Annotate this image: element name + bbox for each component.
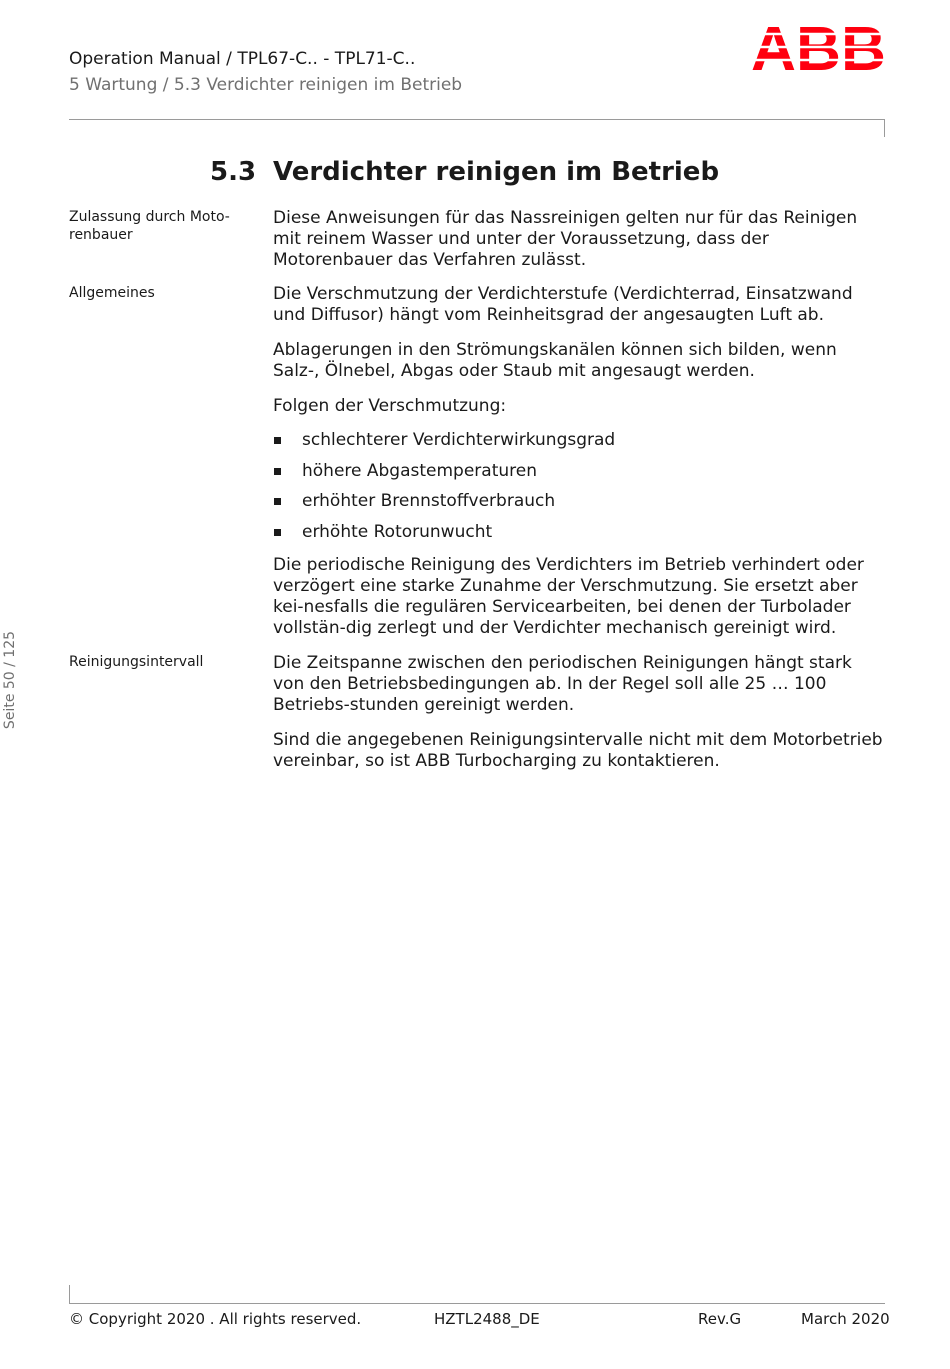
label-approval: Zulassung durch Moto- renbauer <box>69 209 230 243</box>
document-title: Operation Manual / TPL67-C.. - TPL71-C.. <box>69 49 416 69</box>
bullet-square-icon <box>274 437 281 444</box>
section-title: Verdichter reinigen im Betrieb <box>273 157 720 187</box>
footer-date: March 2020 <box>801 1310 890 1328</box>
consequences-list <box>273 430 888 552</box>
list-item: schlechterer Verdichterwirkungsgrad <box>273 430 888 461</box>
footer-revision: Rev.G <box>698 1310 742 1328</box>
header-rule-tick <box>884 119 885 137</box>
page-number: Seite 50 / 125 <box>2 630 18 730</box>
list-item: erhöhter Brennstoffverbrauch <box>273 491 888 522</box>
paragraph-general-2: Ablagerungen in den Strömungskanälen können sich bilden, wenn Salz-, Ölnebel, Abgas oder Staub mit angesaugt werden. <box>273 340 837 381</box>
breadcrumb: 5 Wartung / 5.3 Verdichter reinigen im Betrieb <box>69 75 463 95</box>
list-item: höhere Abgastemperaturen <box>273 461 888 492</box>
paragraph-interval-1: Die Zeitspanne zwischen den periodischen Reinigungen hängt stark von den Betriebsbedingungen ab. In der Regel soll alle 25 … 100 Betriebs-stunden gereinigt werden. <box>273 653 852 715</box>
section-number: 5.3 <box>210 157 257 187</box>
header-rule <box>69 119 885 120</box>
footer-rule-tick <box>69 1285 70 1303</box>
label-general: Allgemeines <box>69 285 155 301</box>
footer-copyright: © Copyright 2020 . All rights reserved. <box>69 1310 362 1328</box>
block-interval <box>273 653 888 772</box>
bullet-square-icon <box>274 498 281 505</box>
abb-logo <box>751 20 886 72</box>
block-approval <box>273 208 888 271</box>
paragraph-general-1: Die Verschmutzung der Verdichterstufe (Verdichterrad, Einsatzwand und Diffusor) hängt vom Reinheitsgrad der angesaugten Luft ab. <box>273 284 853 325</box>
footer-rule <box>69 1303 885 1304</box>
bullet-square-icon <box>274 529 281 536</box>
label-interval: Reinigungsintervall <box>69 654 204 670</box>
paragraph-general-3: Folgen der Verschmutzung: <box>273 396 507 416</box>
abb-logo-text: ABB <box>751 20 886 72</box>
paragraph-interval-2: Sind die angegebenen Reinigungsintervalle nicht mit dem Motorbetrieb vereinbar, so ist ABB Turbocharging zu kontaktieren. <box>273 730 883 771</box>
bullet-square-icon <box>274 468 281 475</box>
list-item: erhöhte Rotorunwucht <box>273 522 888 553</box>
paragraph-general-4: Die periodische Reinigung des Verdichters im Betrieb verhindert oder verzögert eine starke Zunahme der Verschmutzung. Sie ersetzt aber kei-nesfalls die regulären Servicearbeiten, bei denen der Turbolader vollstän-dig zerlegt und der Verdichter mechanisch gereinigt wird. <box>273 555 864 638</box>
block-general <box>273 284 888 639</box>
paragraph-approval: Diese Anweisungen für das Nassreinigen gelten nur für das Reinigen mit reinem Wasser und unter der Voraussetzung, dass der Motorenbauer das Verfahren zulässt. <box>273 208 858 270</box>
footer-doc-id: HZTL2488_DE <box>434 1310 540 1328</box>
